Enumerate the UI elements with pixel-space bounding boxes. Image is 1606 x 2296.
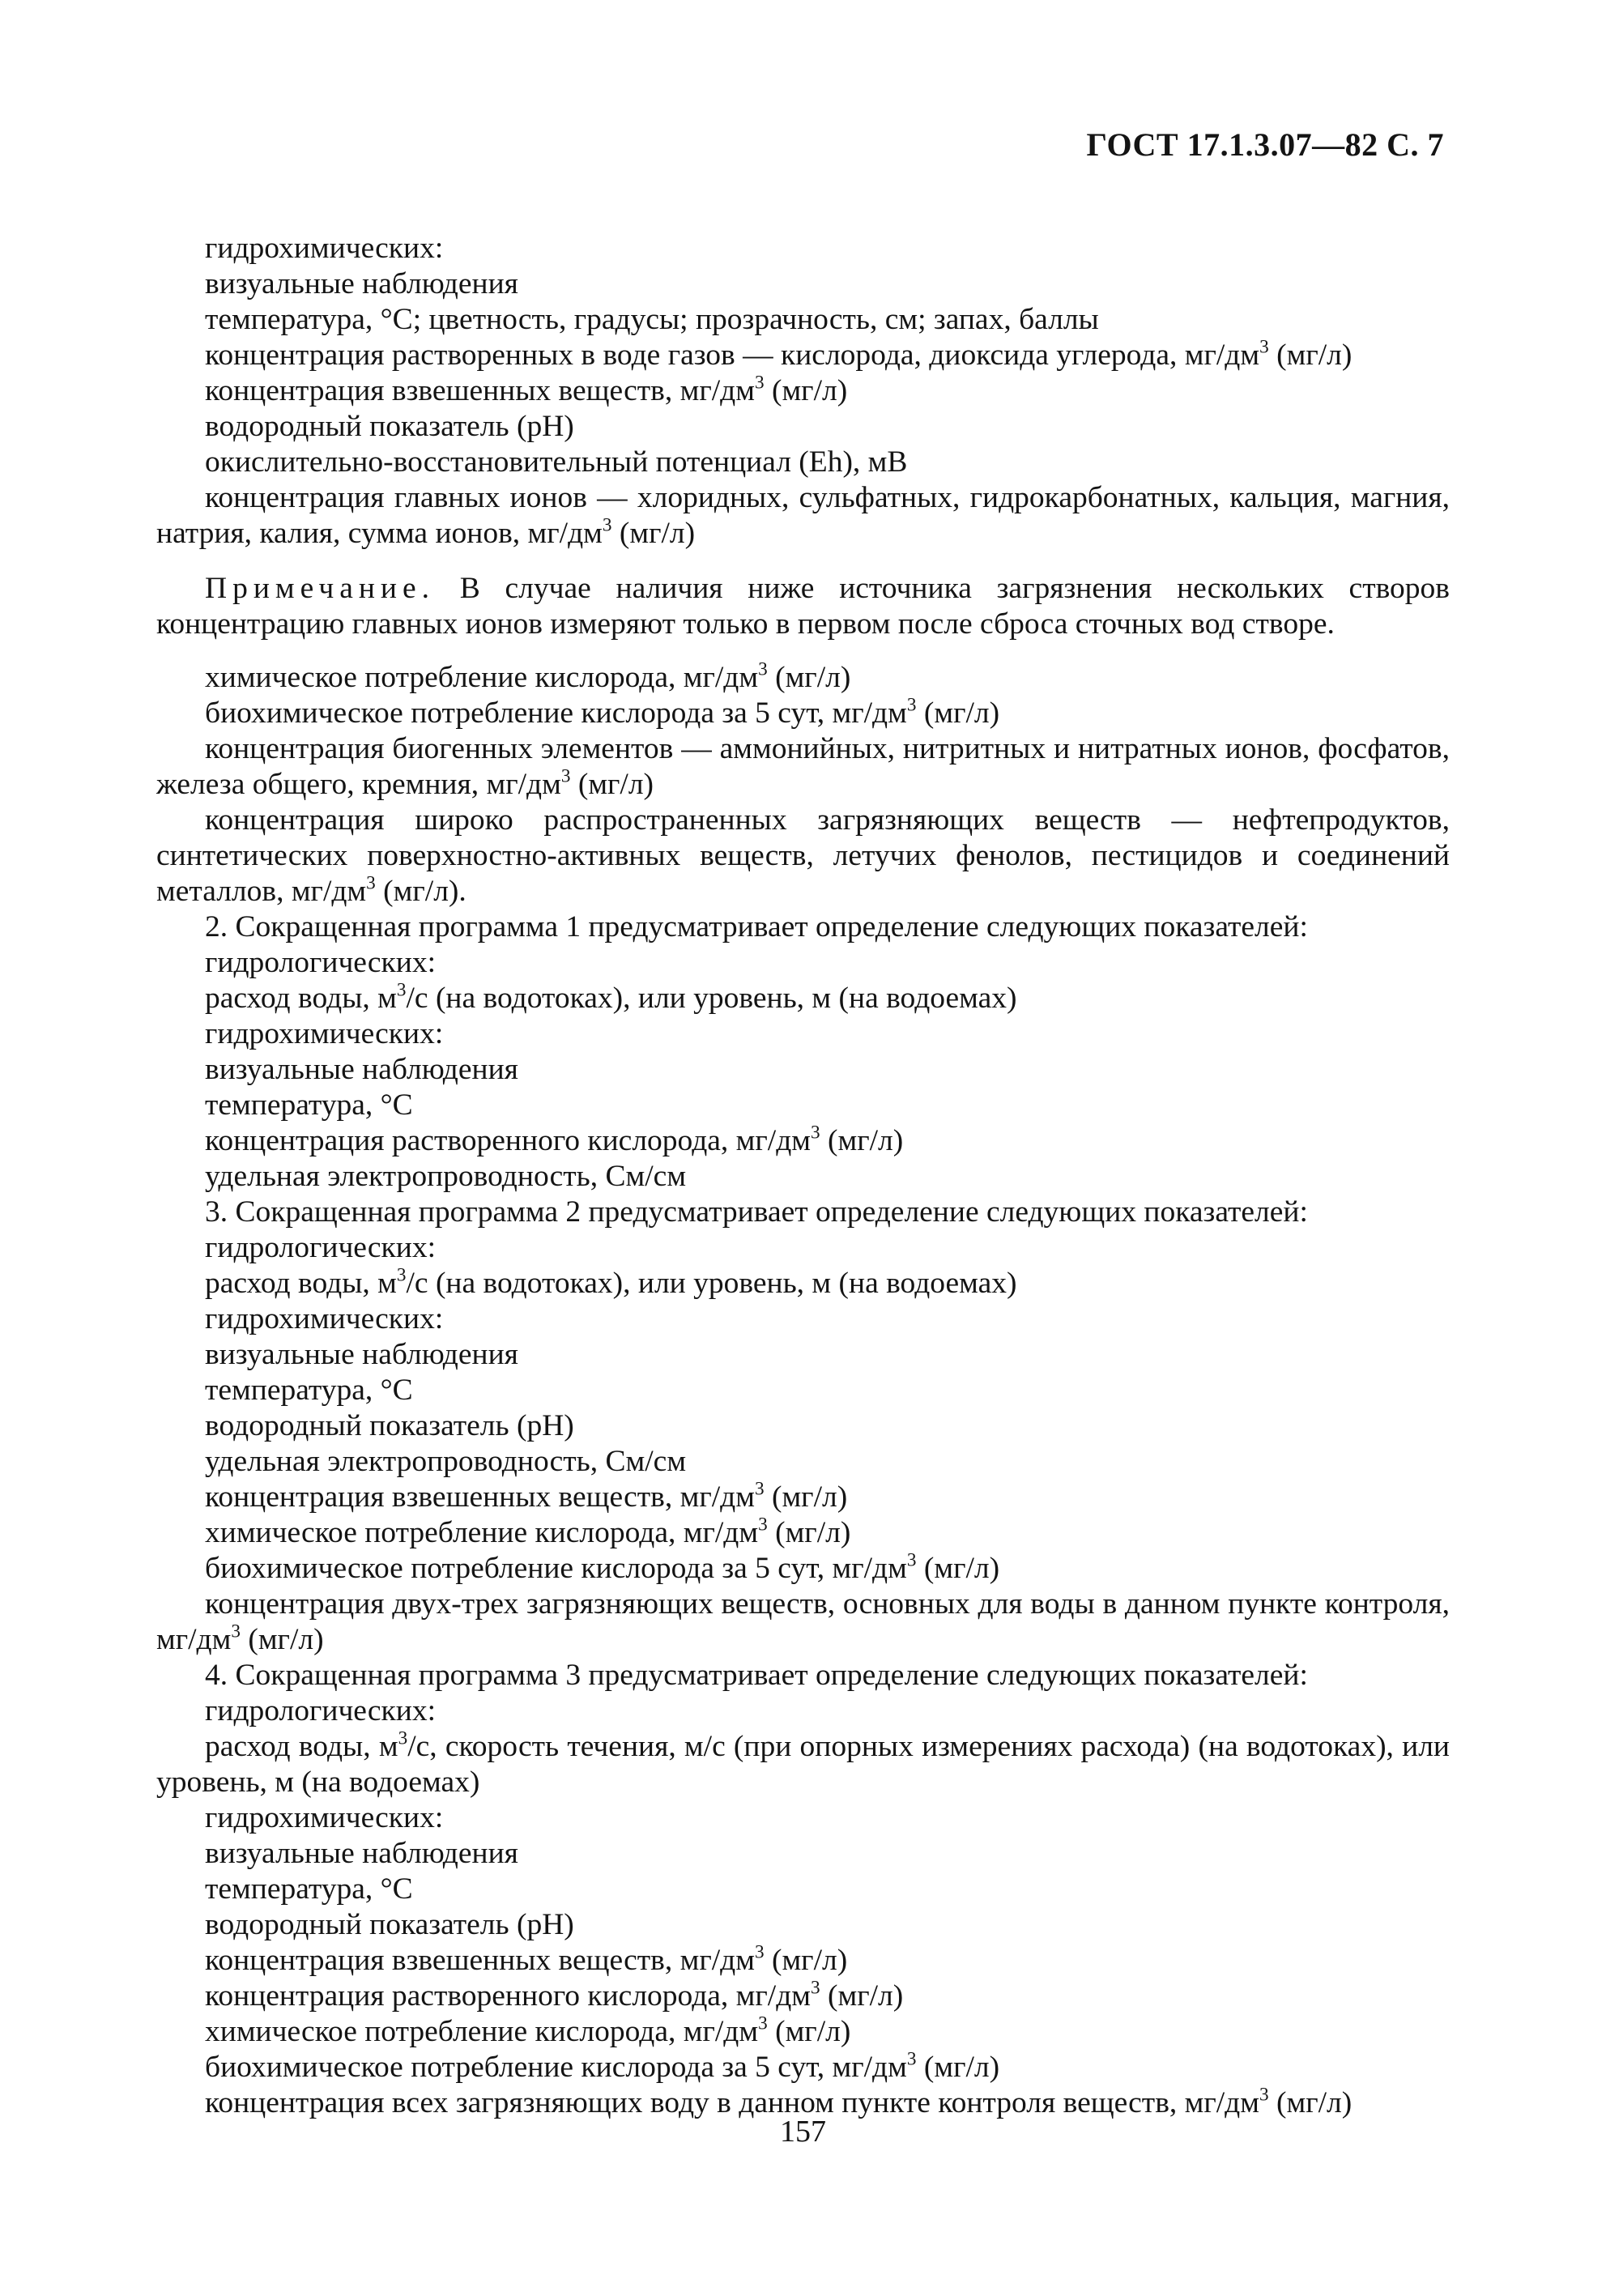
list-item: концентрация растворенных в воде газов — кислорода, диоксида углерода, $мг/дм^3$ (мг/л) — [205, 336, 1353, 372]
list-item: расход воды, $м^3/с$, скорость течения, м/с (при опорных измерениях расхода) (на водотоках), или уровень, м (на водоемах) — [156, 1727, 1450, 1799]
list-item: визуальные наблюдения — [205, 267, 518, 300]
list-item: гидрохимических: — [205, 1302, 444, 1335]
document-body — [156, 231, 1450, 2121]
list-item: удельная электропроводность, См/см — [205, 1445, 687, 1478]
list-item: концентрация главных ионов — хлоридных, сульфатных, гидрокарбонатных, кальция, магния, натрия, калия, сумма ионов, $мг/дм^3$ (мг/л) — [156, 481, 1450, 550]
list-item: визуальные наблюдения — [205, 1338, 518, 1371]
list-item: концентрация всех загрязняющих воду в данном пункте контроля веществ, $мг/дм^3$ (мг/л) — [205, 2084, 1353, 2119]
section-heading-program-2: 3. Сокращенная программа 2 предусматривает определение следующих показателей: — [205, 1195, 1308, 1229]
list-item: визуальные наблюдения — [205, 1837, 518, 1870]
note-label: Примечание. — [205, 572, 436, 605]
list-item: гидрохимических: — [205, 1801, 444, 1834]
list-item: концентрация двух-трех загрязняющих веществ, основных для воды в данном пункте контроля, $мг/дм^3$ (мг/л) — [156, 1587, 1450, 1656]
list-item: температура, °С — [205, 1374, 413, 1407]
list-item: водородный показатель (pH) — [205, 410, 574, 443]
list-item: химическое потребление кислорода, $мг/дм^3$ (мг/л) — [205, 1514, 851, 1549]
note-text: В случае наличия ниже источника загрязнения нескольких створов концентрацию главных ионов измеряют только в первом после сброса сточных вод створе. — [156, 572, 1450, 641]
section-heading-program-1: 2. Сокращенная программа 1 предусматривает определение следующих показателей: — [205, 910, 1308, 944]
list-item: окислительно-восстановительный потенциал (Eh), мВ — [205, 445, 908, 479]
list-item: химическое потребление кислорода, $мг/дм^3$ (мг/л) — [205, 2013, 851, 2048]
indicator-list-2 — [156, 660, 1450, 2121]
list-item: концентрация растворенного кислорода, $мг/дм^3$ (мг/л) — [205, 1977, 904, 2013]
indicator-list-1 — [156, 231, 1450, 552]
list-item: гидрохимических: — [205, 1017, 444, 1050]
list-item: концентрация взвешенных веществ, $мг/дм^3$ (мг/л) — [205, 1941, 848, 1977]
page-number: 157 — [780, 2115, 826, 2149]
note-paragraph — [156, 571, 1450, 642]
list-item: удельная электропроводность, См/см — [205, 1160, 687, 1193]
page-header: ГОСТ 17.1.3.07—82 С. 7 — [1086, 126, 1444, 163]
list-item: расход воды, $м^3/с$ (на водотоках), или уровень, м (на водоемах) — [205, 1264, 1017, 1300]
list-item: гидрологических: — [205, 1694, 436, 1727]
list-item: биохимическое потребление кислорода за 5 сут, $мг/дм^3$ (мг/л) — [205, 1549, 1000, 1585]
list-item: концентрация биогенных элементов — аммонийных, нитритных и нитратных ионов, фосфатов, железа общего, кремния, $мг/дм^3$ (мг/л) — [156, 732, 1450, 801]
list-item: концентрация растворенного кислорода, $мг/дм^3$ (мг/л) — [205, 1122, 904, 1157]
list-item: концентрация широко распространенных загрязняющих веществ — нефтепродуктов, синтетических поверхностно-активных веществ, летучих фенолов, пестицидов и соединений металлов, $мг/дм^3$ (мг/л). — [156, 803, 1450, 908]
list-item: визуальные наблюдения — [205, 1053, 518, 1086]
list-item: температура, °С; цветность, градусы; прозрачность, см; запах, баллы — [205, 303, 1099, 336]
list-item: водородный показатель (pH) — [205, 1908, 574, 1941]
list-item: температура, °С — [205, 1088, 413, 1122]
list-item: гидрохимических: — [205, 232, 444, 265]
list-item: температура, °С — [205, 1872, 413, 1906]
list-item: концентрация взвешенных веществ, $мг/дм^3$ (мг/л) — [205, 372, 848, 407]
list-item: концентрация взвешенных веществ, $мг/дм^3$ (мг/л) — [205, 1478, 848, 1514]
list-item: химическое потребление кислорода, $мг/дм^3$ (мг/л) — [205, 658, 851, 694]
list-item: расход воды, $м^3/с$ (на водотоках), или уровень, м (на водоемах) — [205, 979, 1017, 1015]
list-item: водородный показатель (pH) — [205, 1409, 574, 1442]
list-item: биохимическое потребление кислорода за 5 сут, $мг/дм^3$ (мг/л) — [205, 694, 1000, 730]
list-item: гидрологических: — [205, 1231, 436, 1264]
list-item: биохимическое потребление кислорода за 5 сут, $мг/дм^3$ (мг/л) — [205, 2048, 1000, 2084]
section-heading-program-3: 4. Сокращенная программа 3 предусматривает определение следующих показателей: — [205, 1659, 1308, 1692]
list-item: гидрологических: — [205, 946, 436, 979]
